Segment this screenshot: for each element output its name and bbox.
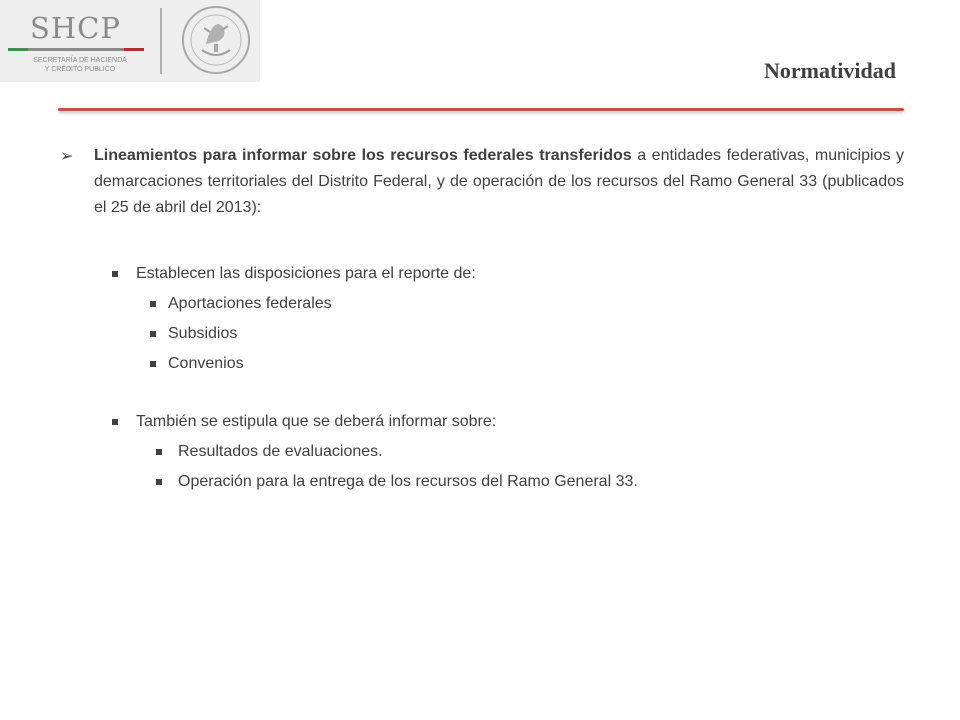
section1-label [58,261,904,287]
section1-label-text: Establecen las disposiciones para el reporte de: [136,265,476,282]
shcp-logo [0,0,260,82]
shcp-logo-text: SHCP [30,11,121,45]
main-text: a entidades federativas, municipios y demarcaciones territoriales del Distrito Federal, y de operación de los recursos del Ramo General 33 (publicados el 25 de abril del 2013): [94,147,904,216]
main-bullet-item [58,143,904,221]
square-bullet-icon [112,271,118,277]
section1-item [58,291,904,317]
section1-item-text: Subsidios [168,325,238,342]
square-bullet-icon [156,449,162,455]
logo-subtitle [10,56,150,74]
logo-subtitle-line1: SECRETARÍA DE HACIENDA [33,57,127,64]
square-bullet-icon [150,331,156,337]
section1-item [58,351,904,377]
square-bullet-icon [150,301,156,307]
logo-rule-red [124,48,144,51]
logo-rule-green [8,48,28,51]
page-title: Normatividad [764,58,896,83]
title-divider [58,108,904,111]
logo-divider [160,8,162,74]
section2-item-text: Operación para la entrega de los recursos del Ramo General 33. [178,473,638,490]
section2-label-text: También se estipula que se deberá informar sobre: [136,413,497,430]
section1-item-text: Convenios [168,355,244,372]
section1-item-text: Aportaciones federales [168,295,332,312]
logo-subtitle-line2: Y CRÉDITO PÚBLICO [44,66,116,73]
square-bullet-icon [112,419,118,425]
section2-item-text: Resultados de evaluaciones. [178,443,383,460]
main-bold-text: Lineamientos para informar sobre los recursos federales transferidos [94,147,632,164]
square-bullet-icon [150,361,156,367]
section2-label [58,409,904,435]
mexican-coat-of-arms-seal-icon [180,4,252,76]
section2-item [58,469,904,495]
arrow-bullet-icon: ➢ [60,148,74,165]
section1-item [58,321,904,347]
section2-item [58,439,904,465]
square-bullet-icon [156,479,162,485]
content-body [58,143,904,495]
